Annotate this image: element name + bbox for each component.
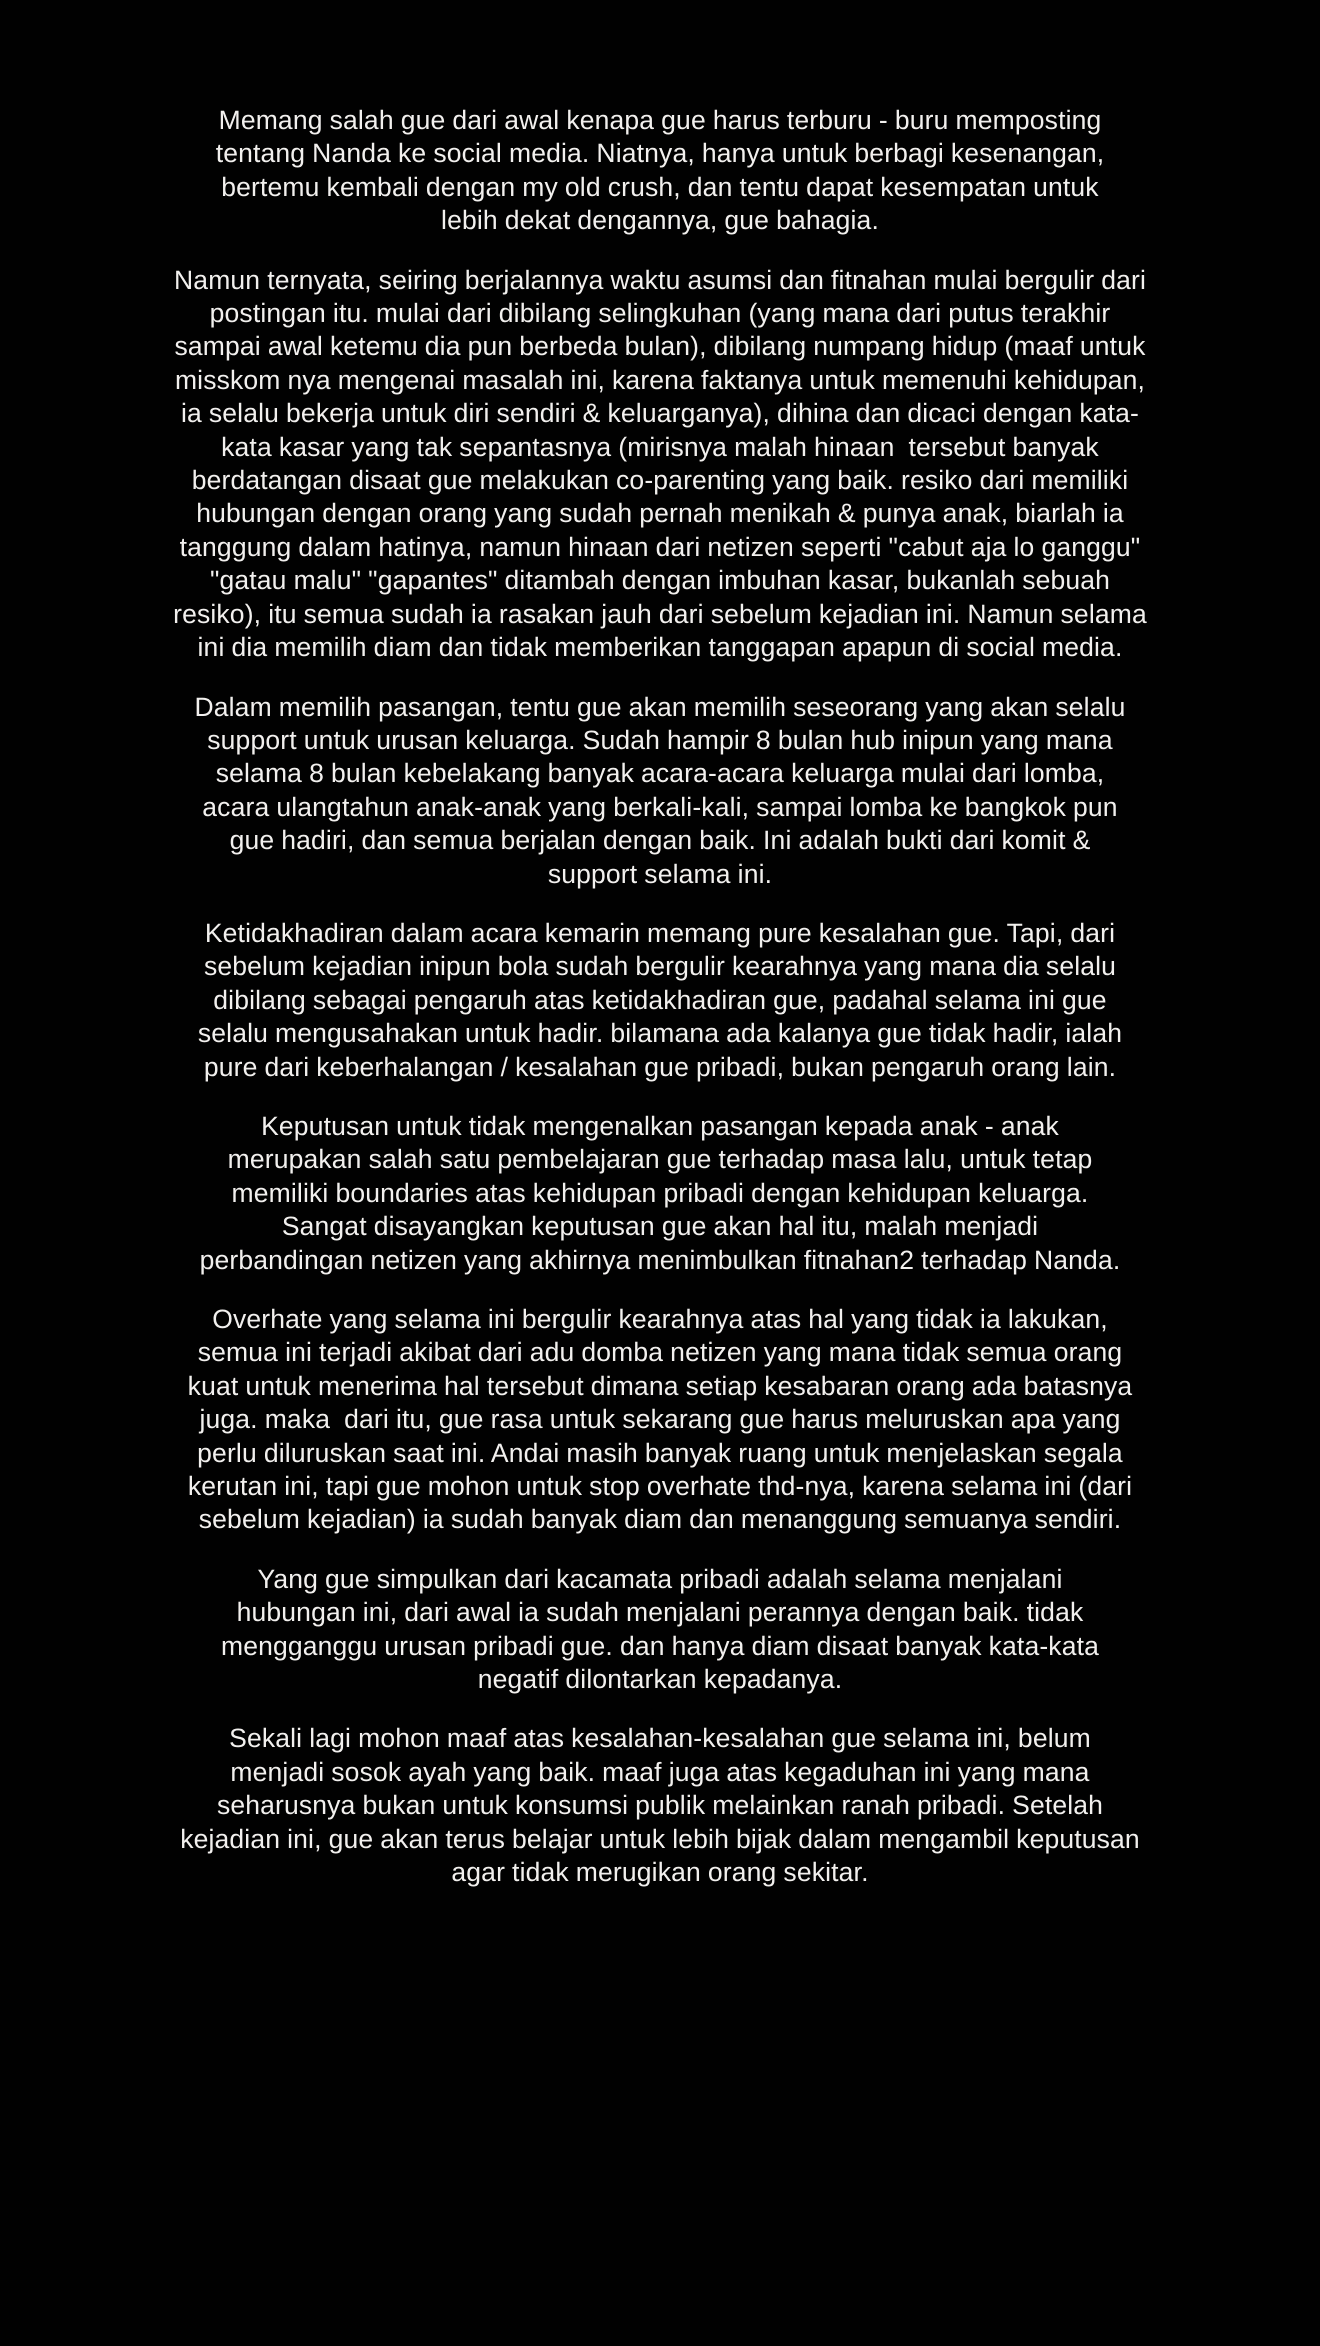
statement-paragraph-7: Yang gue simpulkan dari kacamata pribadi adalah selama menjalani hubungan ini, dari awal ia sudah menjalani perannya dengan baik. tidak mengganggu urusan pribadi gue. dan hanya diam disaat banyak kata-kata negatif dilontarkan kepadanya.	[220, 1563, 1107, 1695]
statement-text-block	[170, 104, 1154, 1890]
statement-paragraph-8: Sekali lagi mohon maaf atas kesalahan-kesalahan gue selama ini, belum menjadi sosok ayah yang baik. maaf juga atas kegaduhan ini yang mana seharusnya bukan untuk konsumsi publik melainkan ranah pribadi. Setelah kejadian ini, gue akan terus belajar untuk lebih bijak dalam mengambil keputusan agar tidak merugikan orang sekitar.	[180, 1723, 1147, 1888]
statement-paragraph-3: Dalam memilih pasangan, tentu gue akan memilih seseorang yang akan selalu support untuk urusan keluarga. Sudah hampir 8 bulan hub inipun yang mana selama 8 bulan kebelakang banyak acara-acara keluarga mulai dari lomba, acara ulangtahun anak-anak yang berkali-kali, sampai lomba ke bangkok pun gue hadiri, dan semua berjalan dengan baik. Ini adalah bukti dari komit & support selama ini.	[194, 691, 1133, 889]
statement-paragraph-2: Namun ternyata, seiring berjalannya waktu asumsi dan fitnahan mulai bergulir dari postingan itu. mulai dari dibilang selingkuhan (yang mana dari putus terakhir sampai awal ketemu dia pun berbeda bulan), dibilang numpang hidup (maaf untuk misskom nya mengenai masalah ini, karena faktanya untuk memenuhi kehidupan, ia selalu bekerja untuk diri sendiri & keluarganya), dihina dan dicaci dengan kata-kata kasar yang tak sepantasnya (mirisnya malah hinaan tersebut banyak berdatangan disaat gue melakukan co-parenting yang baik. resiko dari memiliki hubungan dengan orang yang sudah pernah menikah & punya anak, biarlah ia tanggung dalam hatinya, namun hinaan dari netizen seperti "cabut aja lo ganggu" "gatau malu" "gapantes" ditambah dengan imbuhan kasar, bukanlah sebuah resiko), itu semua sudah ia rasakan jauh dari sebelum kejadian ini. Namun selama ini dia memilih diam dan tidak memberikan tanggapan apapun di social media.	[173, 264, 1154, 663]
statement-paragraph-1: Memang salah gue dari awal kenapa gue harus terburu - buru memposting tentang Nanda ke social media. Niatnya, hanya untuk berbagi kesenangan, bertemu kembali dengan my old crush, dan tentu dapat kesempatan untuk lebih dekat dengannya, gue bahagia.	[215, 105, 1112, 236]
statement-paragraph-6: Overhate yang selama ini bergulir kearahnya atas hal yang tidak ia lakukan, semua ini terjadi akibat dari adu domba netizen yang mana tidak semua orang kuat untuk menerima hal tersebut dimana setiap kesabaran orang ada batasnya juga. maka dari itu, gue rasa untuk sekarang gue harus meluruskan apa yang perlu diluruskan saat ini. Andai masih banyak ruang untuk menjelaskan segala kerutan ini, tapi gue mohon untuk stop overhate thd-nya, karena selama ini (dari sebelum kejadian) ia sudah banyak diam dan menanggung semuanya sendiri.	[187, 1304, 1140, 1535]
statement-paragraph-4: Ketidakhadiran dalam acara kemarin memang pure kesalahan gue. Tapi, dari sebelum kejadian inipun bola sudah bergulir kearahnya yang mana dia selalu dibilang sebagai pengaruh atas ketidakhadiran gue, padahal selama ini gue selalu mengusahakan untuk hadir. bilamana ada kalanya gue tidak hadir, ialah pure dari keberhalangan / kesalahan gue pribadi, bukan pengaruh orang lain.	[197, 917, 1130, 1082]
statement-paragraph-5: Keputusan untuk tidak mengenalkan pasangan kepada anak - anak merupakan salah satu pembelajaran gue terhadap masa lalu, untuk tetap memiliki boundaries atas kehidupan pribadi dengan kehidupan keluarga. Sangat disayangkan keputusan gue akan hal itu, malah menjadi perbandingan netizen yang akhirnya menimbulkan fitnahan2 terhadap Nanda.	[199, 1110, 1121, 1275]
